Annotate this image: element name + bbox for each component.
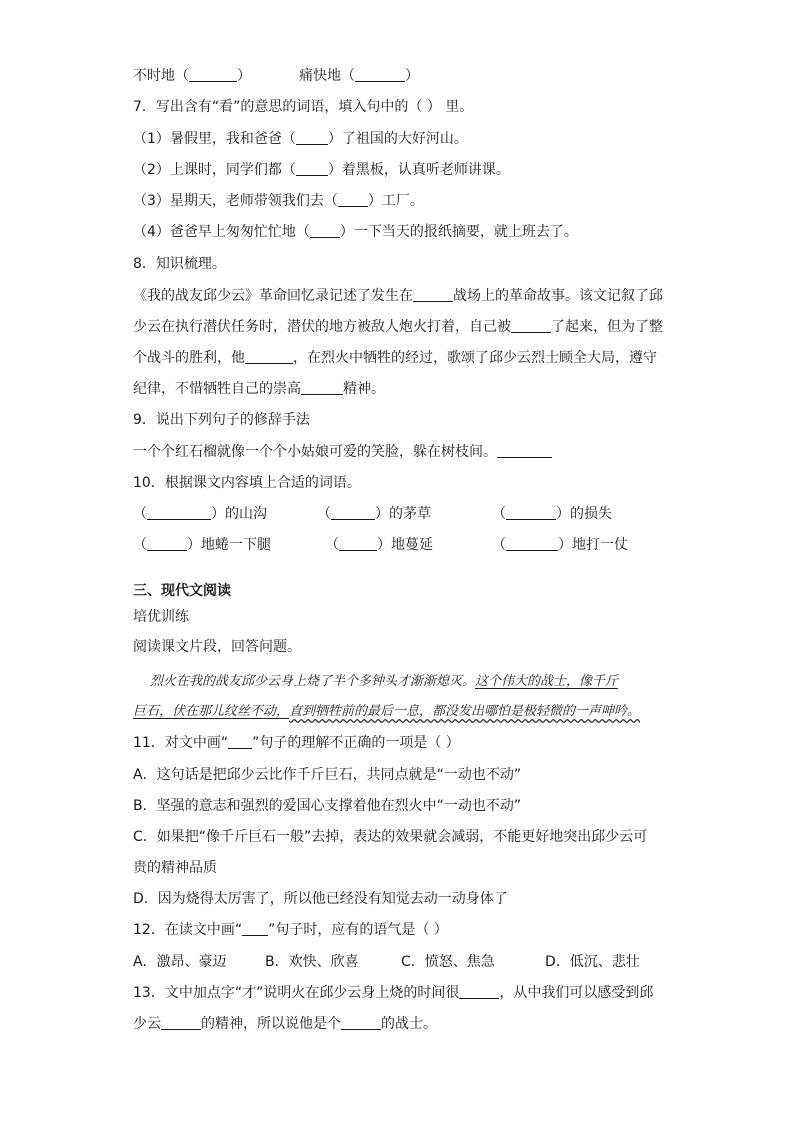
passage-wavy-sentence: 直到牺牲前的最后一息，都没发出哪怕是极轻微的一声呻吟。 (289, 704, 641, 719)
q12-option-d[interactable]: D．低沉、悲壮 (545, 954, 640, 970)
q10-r2-c3: （ ）地打一仗 (492, 537, 628, 553)
q12-mark (242, 925, 268, 936)
q13-blank-2[interactable] (161, 1015, 201, 1030)
passage-line-1: 烈火在我的战友邱少云身上烧了半个多钟头才渐渐熄灭。这个伟大的战士，像千斤 (150, 674, 619, 689)
q11-option-d[interactable]: D．因为烧得太厉害了，所以他已经没有知觉去动一动身体了 (133, 891, 508, 907)
reading-instruction: 阅读课文片段，回答问题。 (133, 639, 301, 655)
q7-item-4: （4）爸爸早上匆匆忙忙地（ ）一下当天的报纸摘要，就上班去了。 (133, 224, 578, 240)
q10-r2-c2: （ ）地蔓延 (325, 537, 433, 553)
q10-r1-c3: （ ）的损失 (492, 506, 612, 522)
q6-b-label: 痛快地（ (299, 68, 355, 84)
q8-line-4: 纪律，不惜牺牲自己的崇高 精神。 (133, 381, 385, 397)
q11-stem: 11．对文中画“ ”句子的理解不正确的一项是（ ） (133, 735, 460, 751)
q12-stem: 12．在读文中画“ ”句子时，应有的语气是（ ） (133, 922, 448, 938)
q8-line-2: 少云在执行潜伏任务时，潜伏的地方被敌人炮火打着，自己被 了起来，但为了整 (133, 319, 663, 335)
q11-mark (228, 734, 252, 749)
q7-blank-2[interactable] (296, 161, 328, 176)
q13-blank-3[interactable] (341, 1015, 381, 1030)
q8-stem: 8．知识梳理。 (133, 256, 226, 272)
passage-line-2: 巨石，伏在那儿纹丝不动，直到牺牲前的最后一息，都没发出哪怕是极轻微的一声呻吟。 (133, 704, 641, 719)
passage-underlined-sentence: 这个伟大的战士，像千斤 (475, 674, 619, 689)
q11-option-a[interactable]: A．这句话是把邱少云比作千斤巨石，共同点就是“一动也不动” (133, 767, 522, 783)
q8-line-1: 《我的战友邱少云》革命回忆录记述了发生在 战场上的革命故事。该文记叙了邱 (133, 288, 663, 304)
q6-a-blank[interactable] (189, 67, 237, 82)
q13-line-2: 少云 的精神，所以说他是个 的战士。 (133, 1016, 437, 1032)
section-subheading: 培优训练 (133, 609, 189, 625)
q11-option-b[interactable]: B．坚强的意志和强烈的爱国心支撑着他在烈火中“一动也不动” (133, 798, 522, 814)
q9-stem: 9．说出下列句子的修辞手法 (133, 412, 310, 428)
q7-stem: 7．写出含有“看”的意思的词语，填入句中的（ ） 里。 (133, 99, 474, 115)
q7-blank-1[interactable] (296, 130, 328, 145)
q6-b-blank[interactable] (355, 67, 405, 82)
q11-option-c-cont: 贵的精神品质 (133, 860, 217, 876)
q10-r1-c1: （ ）的山沟 (133, 506, 267, 522)
q6-line: 不时地（ ） 痛快地（ ） (133, 68, 419, 84)
q10-blank-2[interactable] (331, 505, 375, 520)
q10-blank-3[interactable] (506, 505, 556, 520)
q10-blank-6[interactable] (506, 536, 558, 551)
q7-item-1: （1）暑假里，我和爸爸（ ）了祖国的大好河山。 (133, 131, 468, 147)
q8-blank-2[interactable] (511, 318, 551, 333)
q8-line-3: 个战斗的胜利，他 ，在烈火中牺牲的经过，歌颂了邱少云烈士顾全大局，遵守 (133, 350, 657, 366)
q7-blank-4[interactable] (310, 223, 340, 238)
q10-stem: 10．根据课文内容填上合适的词语。 (133, 475, 361, 491)
q12-option-a[interactable]: A．激昂、豪迈 (133, 954, 227, 970)
q12-option-b[interactable]: B．欢快、欣喜 (265, 954, 359, 970)
q12-option-c[interactable]: C．愤怒、焦急 (401, 954, 495, 970)
q10-blank-4[interactable] (147, 536, 187, 551)
q7-blank-3[interactable] (338, 192, 368, 207)
q7-item-2: （2）上课时，同学们都（ ）着黑板，认真听老师讲课。 (133, 162, 510, 178)
q10-r1-c2: （ ）的茅草 (317, 506, 431, 522)
q9-sentence: 一个个红石榴就像一个个小姑娘可爱的笑脸，躲在树枝间。 (133, 442, 552, 462)
q13-blank-1[interactable] (459, 984, 499, 999)
q13-line-1: 13．文中加点字“才”说明火在邱少云身上烧的时间很 ，从中我们可以感受到邱 (133, 985, 654, 1001)
q10-blank-1[interactable] (147, 505, 211, 520)
q9-blank[interactable] (497, 443, 552, 458)
q6-a-label: 不时地（ (133, 68, 189, 84)
q8-blank-1[interactable] (413, 287, 453, 302)
q10-r2-c1: （ ）地蜷一下腿 (133, 537, 271, 553)
q10-blank-5[interactable] (339, 536, 377, 551)
q11-option-c[interactable]: C．如果把“像千斤巨石一般”去掉，表达的效果就会减弱，不能更好地突出邱少云可 (133, 829, 648, 845)
q8-blank-4[interactable] (301, 380, 343, 395)
q8-blank-3[interactable] (245, 349, 293, 364)
q7-item-3: （3）星期天，老师带领我们去（ ）工厂。 (133, 193, 424, 209)
section-heading: 三、现代文阅读 (133, 583, 231, 599)
